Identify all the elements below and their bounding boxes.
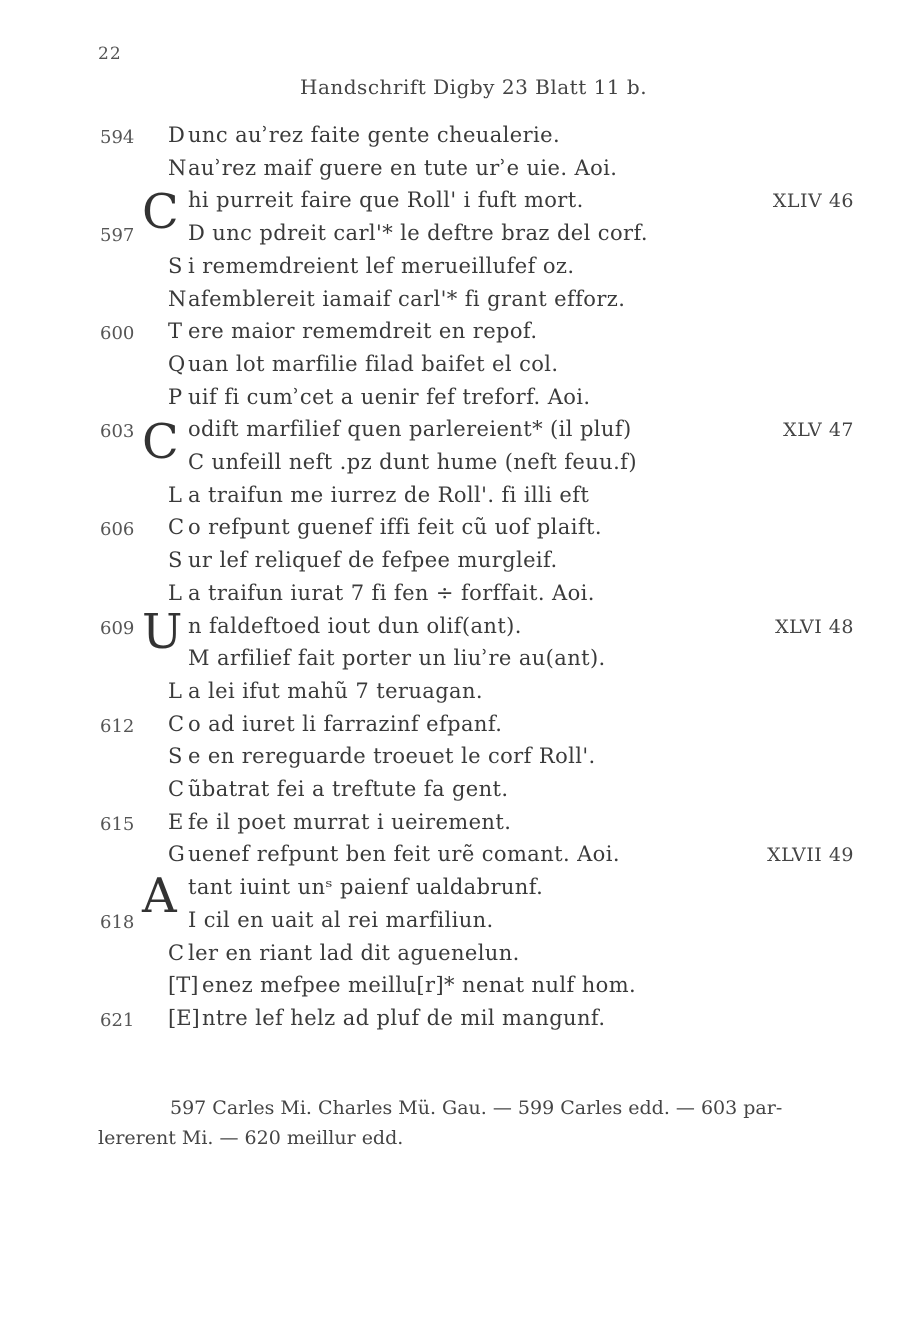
line-text: ur lef reliquef de fefpee murgleif. bbox=[188, 548, 558, 573]
line-text: afemblereit iamaif carl'* fi grant efforz. bbox=[188, 286, 626, 311]
line-initial: T bbox=[168, 319, 183, 344]
line-text: a traifun me iurrez de Roll'. fi illi eft bbox=[188, 482, 590, 507]
line-number: 612 bbox=[100, 715, 135, 737]
line-text: C unfeill neft .pz dunt hume (neft feuu.f) bbox=[188, 450, 637, 474]
verse-line bbox=[0, 810, 924, 844]
line-initial: C bbox=[168, 777, 185, 801]
verse-line bbox=[0, 614, 924, 648]
line-number: 594 bbox=[100, 127, 135, 148]
laisse-number: XLVII 49 bbox=[767, 844, 854, 867]
line-text: fe il poet murrat i ueirement. bbox=[188, 809, 512, 834]
line-initial: [E] bbox=[168, 1005, 200, 1030]
line-text: ntre lef helz ad pluf de mil mangunf. bbox=[202, 1005, 606, 1030]
line-initial: E bbox=[168, 809, 184, 834]
laisse-number: XLV 47 bbox=[783, 419, 854, 442]
footnote-line-2: lererent Mi. — 620 meillur edd. bbox=[98, 1127, 404, 1149]
verse-line bbox=[0, 352, 924, 386]
line-text: ler en riant lad dit aguenelun. bbox=[188, 940, 520, 965]
line-initial: L bbox=[168, 482, 182, 507]
verse-line bbox=[0, 1006, 924, 1040]
line-initial: Q bbox=[168, 351, 186, 376]
line-text: a lei ifut mahũ 7 teruagan. bbox=[188, 678, 483, 703]
verse-line bbox=[0, 450, 924, 484]
line-text: uif fi cumʾcet a uenir fef treforf. Aoi. bbox=[188, 384, 591, 409]
line-initial: P bbox=[168, 384, 183, 409]
footnote-line-1: 597 Carles Mi. Charles Mü. Gau. — 599 Carles edd. — 603 par- bbox=[170, 1097, 783, 1119]
line-number: 597 bbox=[100, 225, 135, 247]
footnote bbox=[98, 1093, 868, 1153]
verse-line bbox=[0, 515, 924, 549]
verse-line bbox=[0, 319, 924, 353]
line-initial: S bbox=[168, 548, 183, 573]
line-text: uenef refpunt ben feit urẽ comant. Aoi. bbox=[188, 842, 620, 867]
line-text: D unc pdreit carl'* le deftre braz del corf. bbox=[188, 221, 648, 246]
line-text: ere maior rememdreit en repof. bbox=[188, 319, 538, 344]
line-text: i rememdreient lef merueillufef oz. bbox=[188, 253, 575, 278]
verse-line bbox=[0, 842, 924, 876]
line-number: 615 bbox=[100, 813, 135, 835]
verse-line bbox=[0, 679, 924, 713]
line-text: auʾrez maif guere en tute urʾe uie. Aoi. bbox=[188, 155, 618, 180]
verse-line bbox=[0, 123, 924, 157]
laisse-number: XLVI 48 bbox=[775, 615, 854, 638]
line-text: ũbatrat fei a treftute fa gent. bbox=[188, 777, 509, 801]
line-initial: L bbox=[168, 678, 182, 703]
verse-line bbox=[0, 287, 924, 321]
verse-line bbox=[0, 188, 924, 222]
line-number: 618 bbox=[100, 911, 135, 933]
line-text: e en rereguarde troeuet le corf Roll'. bbox=[188, 744, 596, 769]
verse-line bbox=[0, 777, 924, 811]
big-initial-c-first: C bbox=[142, 184, 179, 240]
line-initial: N bbox=[168, 155, 187, 180]
verse-line bbox=[0, 646, 924, 680]
line-text: tant iuint unˢ paienf ualdabrunf. bbox=[188, 875, 544, 900]
line-number: 603 bbox=[100, 421, 135, 443]
verse-line bbox=[0, 385, 924, 419]
running-head: Handschrift Digby 23 Blatt 11 b. bbox=[300, 75, 648, 99]
line-text: unc auʾrez faite gente cheualerie. bbox=[188, 123, 561, 147]
page-number: 22 bbox=[98, 44, 122, 64]
verse-line bbox=[0, 744, 924, 778]
verse-line bbox=[0, 908, 924, 942]
line-text: hi purreit faire que Roll' i fuft mort. bbox=[188, 188, 584, 213]
big-initial-c-second: C bbox=[142, 414, 179, 470]
line-initial: C bbox=[168, 940, 185, 965]
line-number: 606 bbox=[100, 519, 135, 541]
laisse-number: XLIV 46 bbox=[772, 190, 854, 213]
verse-line bbox=[0, 941, 924, 975]
line-initial: C bbox=[168, 515, 185, 540]
verse-line bbox=[0, 483, 924, 517]
line-initial: D bbox=[168, 123, 185, 147]
verse-line bbox=[0, 548, 924, 582]
line-text: odift marfilief quen parlereient* (il pluf) bbox=[188, 417, 632, 442]
line-initial: G bbox=[168, 842, 185, 867]
line-initial: S bbox=[168, 253, 183, 278]
verse-line bbox=[0, 712, 924, 746]
verse-line bbox=[0, 875, 924, 909]
line-initial: C bbox=[168, 711, 185, 736]
line-text: o ad iuret li farrazinf efpanf. bbox=[188, 711, 503, 736]
line-text: M arfilief fait porter un liuʾre au(ant). bbox=[188, 646, 606, 671]
line-text: I cil en uait al rei marfiliun. bbox=[188, 907, 494, 932]
verse-line bbox=[0, 417, 924, 451]
verse-line bbox=[0, 973, 924, 1007]
line-initial: [T] bbox=[168, 973, 199, 998]
verse-line bbox=[0, 581, 924, 615]
verse-line bbox=[0, 254, 924, 288]
line-initial: S bbox=[168, 744, 183, 769]
line-number: 609 bbox=[100, 617, 135, 639]
line-text: enez mefpee meillu[r]* nenat nulf hom. bbox=[202, 973, 637, 998]
line-number: 600 bbox=[100, 323, 135, 345]
line-text: o refpunt guenef iffi feit cũ uof plaift. bbox=[188, 515, 602, 540]
line-number: 621 bbox=[100, 1009, 135, 1031]
big-initial-a: A bbox=[142, 868, 177, 924]
line-text: uan lot marfilie filad baifet el col. bbox=[188, 351, 559, 376]
line-initial: L bbox=[168, 580, 182, 605]
line-text: a traifun iurat 7 fi fen ÷ forffait. Aoi. bbox=[188, 580, 595, 605]
line-text: n faldeftoed iout dun olif(ant). bbox=[188, 613, 522, 638]
big-initial-u: U bbox=[142, 604, 183, 660]
verse-line bbox=[0, 221, 924, 255]
line-initial: N bbox=[168, 286, 187, 311]
verse-line bbox=[0, 156, 924, 190]
